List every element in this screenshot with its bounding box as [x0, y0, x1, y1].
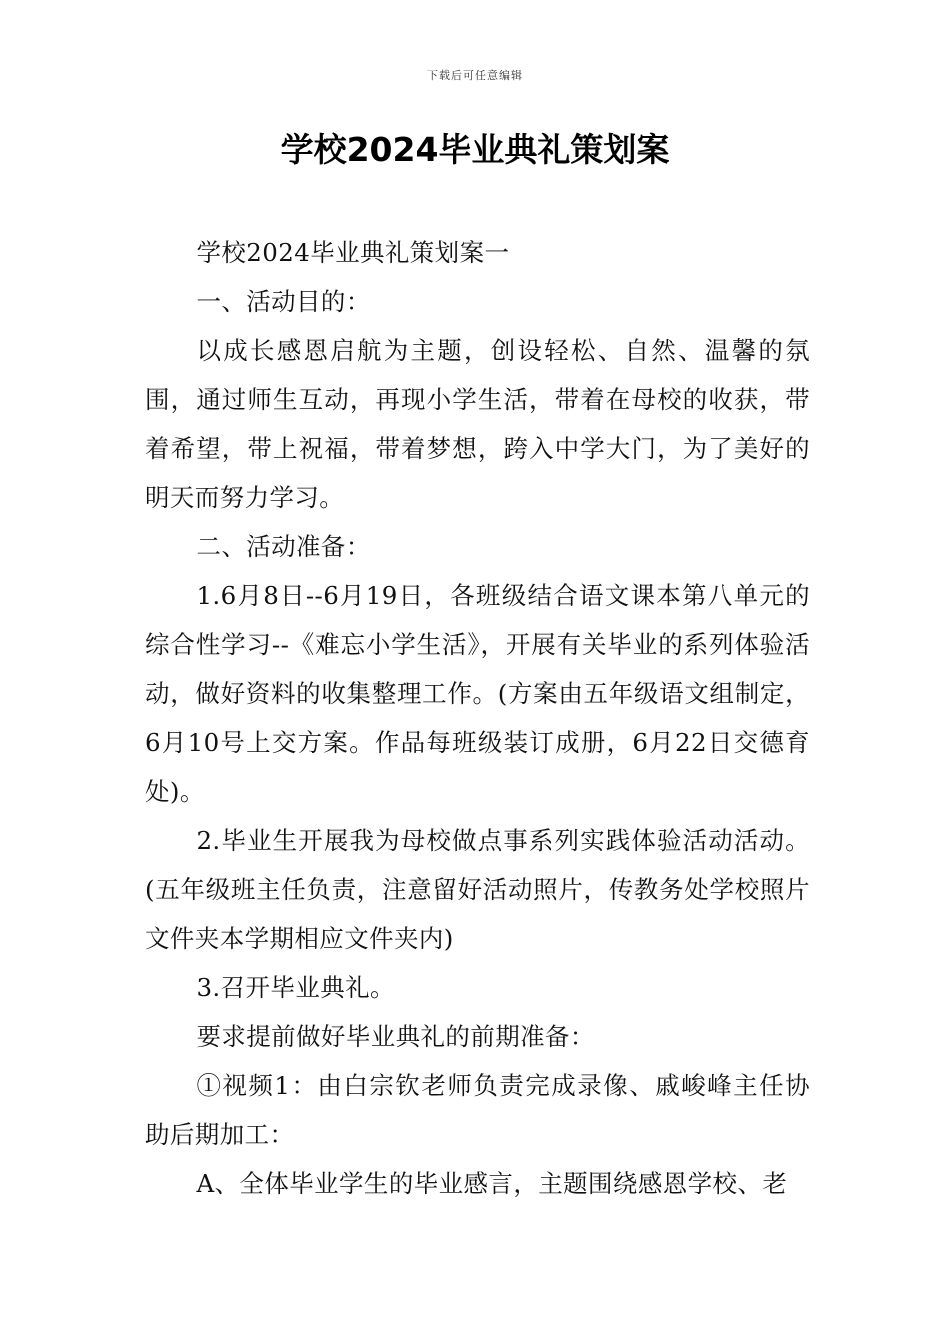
paragraph-purpose: 以成长感恩启航为主题，创设轻松、自然、温馨的氛围，通过师生互动，再现小学生活，带着在母校的收获，带着希望，带上祝福，带着梦想，跨入中学大门，为了美好的明天而努力学习。: [145, 336, 810, 512]
paragraph-item-2: 2.毕业生开展我为母校做点事系列实践体验活动活动。(五年级班主任负责，注意留好活动照片，传教务处学校照片文件夹本学期相应文件夹内): [145, 826, 810, 953]
header-note: 下载后可任意编辑: [427, 69, 523, 82]
subheading-purpose: 一、活动目的：: [196, 287, 371, 316]
document-body: [145, 228, 810, 1208]
paragraph-item-1: 1.6月8日--6月19日，各班级结合语文课本第八单元的综合性学习--《难忘小学生活》，开展有关毕业的系列体验活动，做好资料的收集整理工作。(方案由五年级语文组制定，6月10号上交方案。作品每班级装订成册，6月22日交德育处)。: [145, 581, 810, 806]
section-heading: 学校2024毕业典礼策划案一: [196, 238, 510, 267]
document-title: 学校2024毕业典礼策划案: [280, 130, 670, 169]
subheading-preparation: 二、活动准备：: [196, 532, 371, 561]
paragraph-requirement: 要求提前做好毕业典礼的前期准备：: [196, 1022, 595, 1051]
paragraph-video-1: ①视频1：由白宗钦老师负责完成录像、戚峻峰主任协助后期加工：: [145, 1071, 810, 1149]
paragraph-item-3: 3.召开毕业典礼。: [196, 973, 395, 1002]
paragraph-item-a: A、全体毕业学生的毕业感言，主题围绕感恩学校、老: [196, 1169, 788, 1198]
